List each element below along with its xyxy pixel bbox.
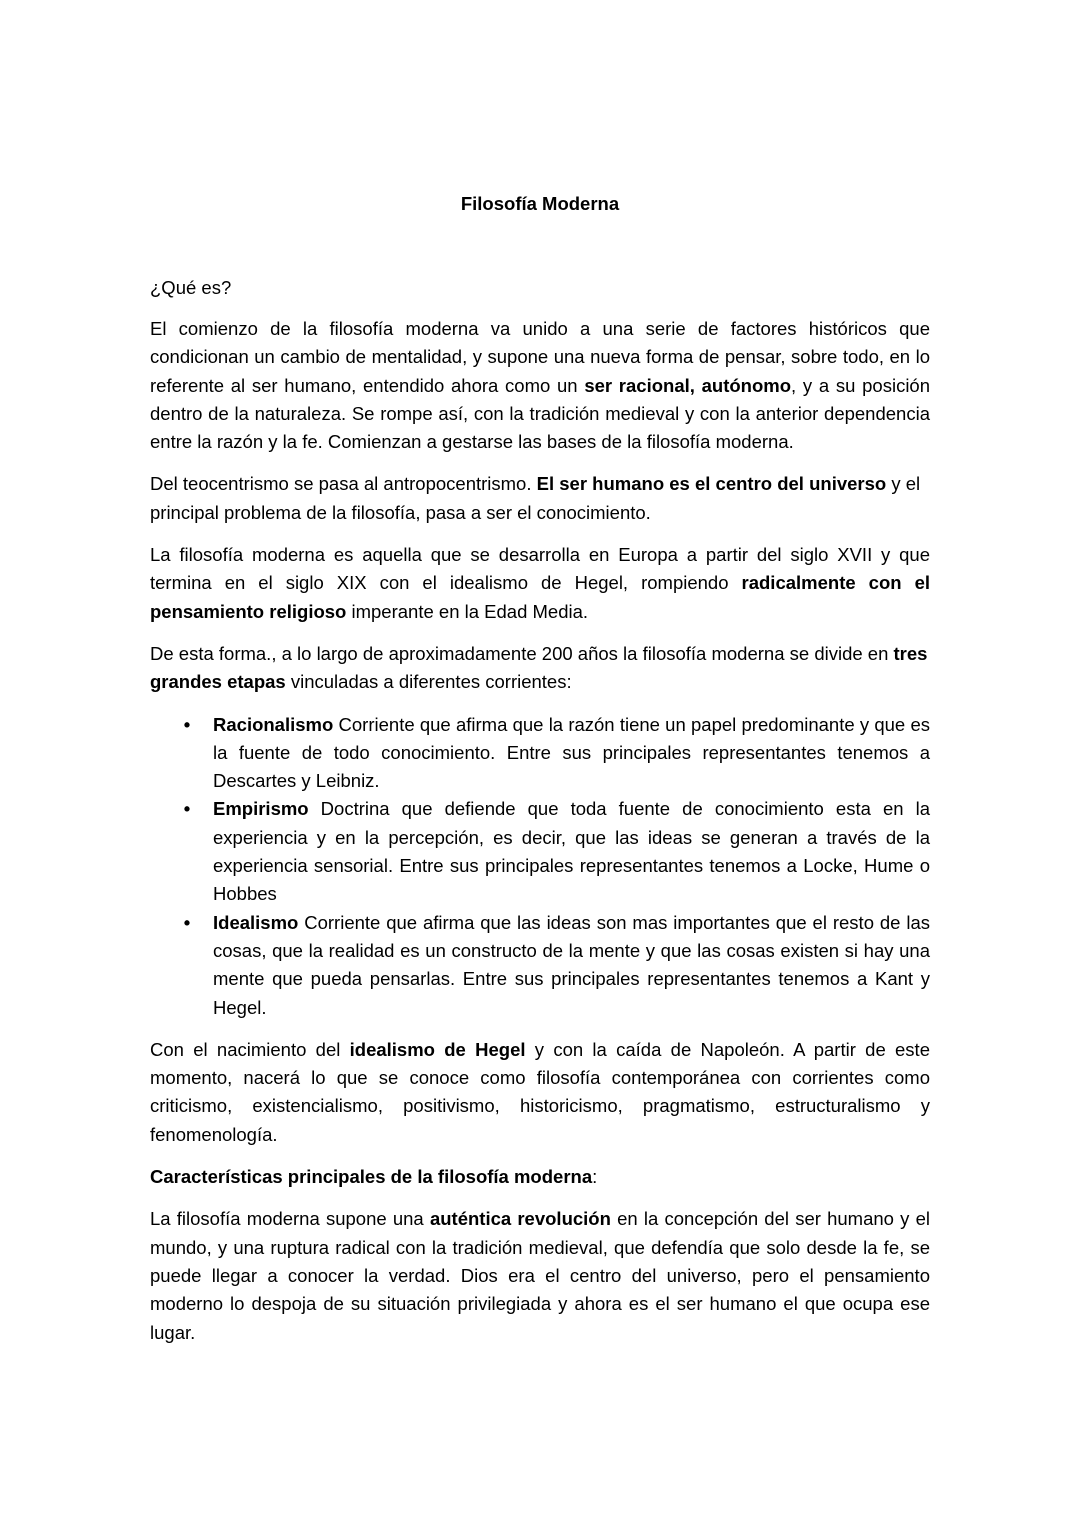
section-heading-caracteristicas xyxy=(150,1163,930,1191)
bullet-text: Corriente que afirma que las ideas son mas importantes que el resto de las cosas, que la realidad es un constructo de la mente y que las cosas existen si hay una mente que pueda pensarlas. Entre sus principales representantes tenemos a Kant y Hegel. xyxy=(213,911,930,1018)
paragraph-text: y el principal problema de la filosofía, pasa a ser el conocimiento. xyxy=(150,473,921,523)
section-heading-colon: : xyxy=(592,1166,598,1188)
bold-phrase: ser racional, autónomo xyxy=(584,374,792,396)
document-title: Filosofía Moderna xyxy=(460,193,620,214)
bullet-list xyxy=(150,711,930,1022)
paragraph-hegel xyxy=(150,1036,930,1149)
section-subtitle: ¿Qué es? xyxy=(150,277,232,298)
bold-phrase: auténtica revolución xyxy=(429,1208,611,1230)
paragraph-text: , y a su posición dentro de la naturaleza. Se rompe así, con la tradición medieval y con la anterior dependencia entre la razón y la fe. Comienzan a gestarse las bases de la filosofía moderna. xyxy=(150,374,931,453)
paragraph-intro xyxy=(150,315,930,456)
bullet-text: Doctrina que defiende que toda fuente de conocimiento esta en la experiencia y en la percepción, es decir, que las ideas se generan a través de la experiencia sensorial. Entre sus principales representantes tenemos a Locke, Hume o Hobbes xyxy=(213,798,930,905)
paragraph-text: Del teocentrismo se pasa al antropocentrismo. xyxy=(150,473,537,495)
paragraph-etapas xyxy=(150,640,930,697)
list-item xyxy=(150,795,930,908)
bold-phrase: idealismo de Hegel xyxy=(349,1038,526,1060)
bullet-icon: • xyxy=(183,911,191,933)
paragraph-text: en la concepción del ser humano y el mundo, y una ruptura radical con la tradición medieval, que defendía que solo desde la fe, se puede llegar a conocer la verdad. Dios era el centro del universo, pero el pensamiento moderno lo despoja de su situación privilegiada y ahora es el ser humano el que ocupa ese lugar. xyxy=(150,1208,931,1343)
paragraph-revolucion xyxy=(150,1205,930,1346)
paragraph-text: vinculadas a diferentes corrientes: xyxy=(285,671,572,693)
bullet-icon: • xyxy=(183,798,191,820)
bold-phrase: El ser humano es el centro del universo xyxy=(536,473,887,495)
bold-phrase: tres grandes etapas xyxy=(150,642,928,693)
paragraph-text: La filosofía moderna es aquella que se desarrolla en Europa a partir del siglo XVII y que termina en el siglo XIX con el idealismo de Hegel, rompiendo xyxy=(150,544,930,594)
bullet-text: Corriente que afirma que la razón tiene un papel predominante y que es la fuente de todo conocimiento. Entre sus principales representantes tenemos a Descartes y Leibniz. xyxy=(213,713,930,792)
bullet-term: Idealismo xyxy=(213,911,299,933)
paragraph-periodo xyxy=(150,541,930,626)
paragraph-text: imperante en la Edad Media. xyxy=(346,600,589,622)
paragraph-text: y con la caída de Napoleón. A partir de este momento, nacerá lo que se conoce como filosofía contemporánea con corrientes como criticismo, existencialismo, positivismo, historicismo, pragmatismo, estructuralismo y fenomenología. xyxy=(150,1038,930,1145)
document-body xyxy=(150,315,930,1361)
paragraph-text: Con el nacimiento del xyxy=(150,1038,350,1060)
paragraph-antropocentrismo xyxy=(150,470,930,527)
bullet-term: Racionalismo xyxy=(213,713,334,735)
bullet-icon: • xyxy=(183,713,191,735)
list-item xyxy=(150,711,930,796)
bold-phrase: radicalmente con el pensamiento religioso xyxy=(150,572,930,622)
paragraph-text: De esta forma., a lo largo de aproximadamente 200 años la filosofía moderna se divide en xyxy=(150,642,894,664)
section-heading-bold: Características principales de la filosofía moderna xyxy=(150,1166,593,1188)
paragraph-text: La filosofía moderna supone una xyxy=(150,1208,430,1230)
bullet-term: Empirismo xyxy=(213,798,309,820)
paragraph-text: El comienzo de la filosofía moderna va unido a una serie de factores históricos que condicionan un cambio de mentalidad, y supone una nueva forma de pensar, sobre todo, en lo referente al ser humano, entendido ahora como un xyxy=(150,318,930,396)
list-item xyxy=(150,909,930,1022)
